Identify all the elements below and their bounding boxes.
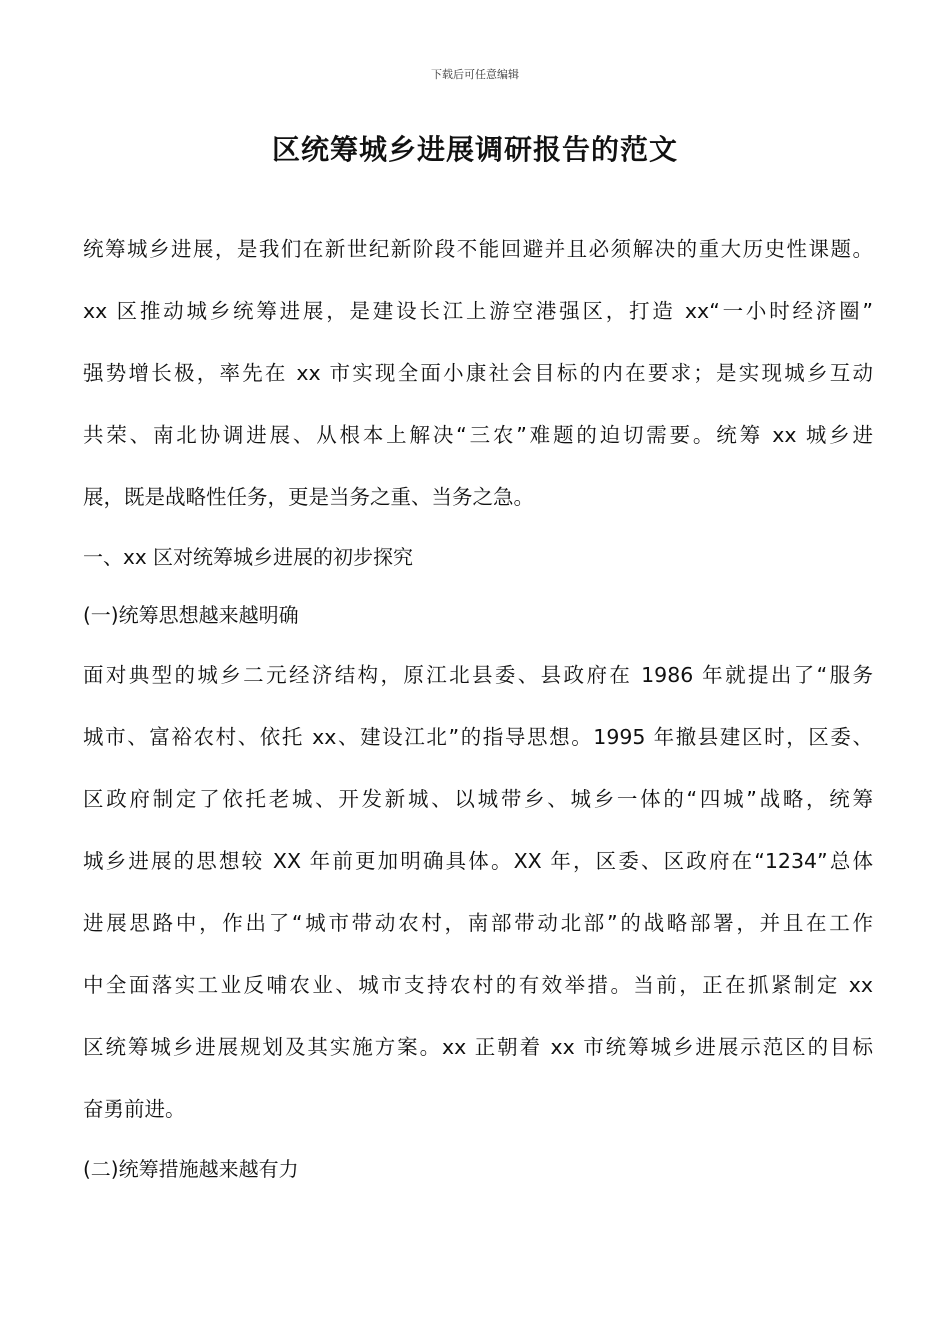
paragraph-line: 城市、富裕农村、依托 xx、建设江北”的指导思想。1995 年撤县建区时，区委、: [83, 725, 873, 749]
paragraph-line: 区统筹城乡进展规划及其实施方案。xx 正朝着 xx 市统筹城乡进展示范区的目标: [83, 1035, 873, 1059]
intro-line: xx 区推动城乡统筹进展，是建设长江上游空港强区，打造 xx“一小时经济圈”: [83, 299, 873, 323]
subsection-heading: (二)统筹措施越来越有力: [83, 1157, 299, 1181]
document-title: 区统筹城乡进展调研报告的范文: [271, 133, 678, 166]
paragraph-line: 进展思路中，作出了“城市带动农村，南部带动北部”的战略部署，并且在工作: [83, 911, 873, 935]
paragraph-line: 区政府制定了依托老城、开发新城、以城带乡、城乡一体的“四城”战略，统筹: [83, 787, 873, 811]
document-body: [83, 218, 873, 1198]
subsection-heading: (一)统筹思想越来越明确: [83, 603, 299, 627]
paragraph-line: 面对典型的城乡二元经济结构，原江北县委、县政府在 1986 年就提出了“服务: [83, 663, 873, 687]
paragraph-line: 中全面落实工业反哺农业、城市支持农村的有效举措。当前，正在抓紧制定 xx: [83, 973, 873, 997]
header-note: 下载后可任意编辑: [431, 68, 519, 81]
subsection-paragraph: [83, 644, 873, 1140]
paragraph-line: 城乡进展的思想较 XX 年前更加明确具体。XX 年，区委、区政府在“1234”总体: [83, 849, 873, 873]
intro-paragraph: [83, 218, 873, 528]
intro-line: 统筹城乡进展，是我们在新世纪新阶段不能回避并且必须解决的重大历史性课题。: [83, 237, 873, 261]
intro-line: 强势增长极，率先在 xx 市实现全面小康社会目标的内在要求；是实现城乡互动: [83, 361, 873, 385]
section-heading: 一、xx 区对统筹城乡进展的初步探究: [83, 545, 414, 569]
intro-line: 共荣、南北协调进展、从根本上解决“三农”难题的迫切需要。统筹 xx 城乡进: [83, 423, 873, 447]
intro-line: 展，既是战略性任务，更是当务之重、当务之急。: [83, 485, 534, 509]
paragraph-line: 奋勇前进。: [83, 1097, 186, 1121]
